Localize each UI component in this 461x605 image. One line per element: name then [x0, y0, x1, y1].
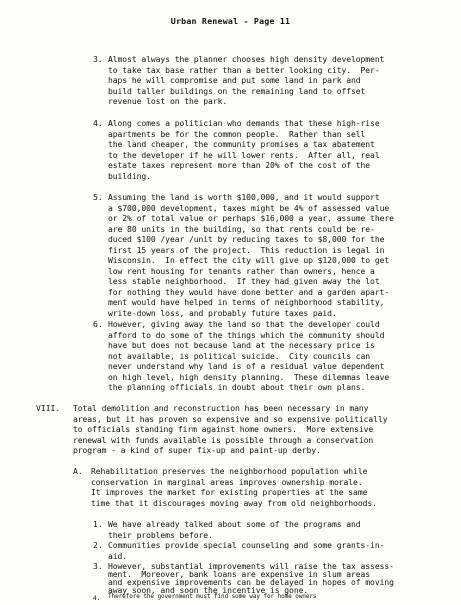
- text-line: building.: [108, 171, 151, 181]
- text-line: the planning officials in doubt about their own plans.: [108, 383, 366, 392]
- text-line: and expensive improvements can be delayed in hopes of moving: [108, 578, 394, 587]
- text-line: Therefore the government must find some way for home owners: [108, 593, 317, 600]
- subitem-number: 4.: [93, 595, 101, 602]
- subsection-label: A.: [73, 467, 83, 476]
- text-line: However, substantial improvements will raise the tax assess-: [108, 562, 394, 571]
- item-number: 6.: [93, 320, 103, 329]
- text-line: aid.: [108, 551, 128, 561]
- text-line: are 80 units in the building, so that rents could be re-: [108, 224, 375, 234]
- text-line: on high level, high density planning. These dilemmas leave: [108, 372, 390, 382]
- text-line: We have already talked about some of the programs and: [108, 520, 361, 529]
- text-line: to take tax base rather than a better looking city. Per-: [108, 65, 380, 75]
- item-number: 3.: [93, 55, 103, 64]
- text-line: a $700,000 development, taxes might be 4% of assessed value: [108, 203, 390, 213]
- text-line: have but does not because land at the necessary price is: [108, 341, 375, 350]
- page-header: Urban Renewal - Page 11: [170, 16, 291, 26]
- text-line: first 15 years of the project. This reduction is legal in: [108, 245, 385, 255]
- text-line: Assuming the land is worth $100,000, and it would support: [108, 193, 380, 202]
- text-line: for nothing they would have done better and a garden apart-: [108, 287, 390, 297]
- text-line: to the developer if he will lower rents. After all, real: [108, 150, 380, 160]
- text-line: their problems before.: [108, 530, 213, 540]
- subitem-number: 1.: [93, 520, 103, 529]
- text-line: conservation in marginal areas improves ownership morale.: [91, 477, 363, 487]
- text-line: never understand why land is of a residual value dependent: [108, 362, 385, 371]
- item-number: 4.: [93, 119, 103, 128]
- text-line: renewal with funds available is possible through a conservation: [73, 435, 374, 445]
- text-line: write-down loss, and probably future taxes paid.: [108, 308, 337, 318]
- text-line: Rehabilitation preserves the neighborhood population while: [91, 467, 368, 476]
- item-number: 5.: [93, 193, 103, 202]
- text-line: Communities provide special counseling and some grants-in-: [108, 541, 385, 550]
- text-line: program - a kind of super fix-up and paint-up derby.: [73, 446, 321, 455]
- text-line: low rent housing for tenants rather than owners, hence a: [108, 266, 375, 276]
- subitem-number: 2.: [93, 541, 103, 550]
- text-line: the land cheaper, the community promises a tax abatement: [108, 140, 375, 149]
- text-line: to officials standing firm against home owners. More extensive: [73, 425, 374, 434]
- text-line: revenue lost on the park.: [108, 97, 228, 106]
- text-line: areas, but it has proven so expensive and so expensive politically: [73, 414, 388, 424]
- text-line: away soon, and soon the incentive is gone.: [108, 586, 309, 595]
- text-line: not available, is political suicide. City councils can: [108, 351, 371, 361]
- text-line: ment. Moreover, bank loans are expensive in slum areas: [108, 570, 371, 579]
- text-line: Total demolition and reconstruction has been necessary in many: [73, 404, 369, 413]
- text-line: ment would have helped in terms of neighborhood stability,: [108, 298, 385, 307]
- text-line: Along comes a politician who demands that these high-rise: [108, 119, 380, 128]
- text-line: Almost always the planner chooses high density development: [108, 55, 385, 64]
- text-line: apartments be for the common people. Rather than sell: [108, 129, 366, 139]
- text-line: Wisconsin. In effect the city will give up $120,000 to get: [108, 256, 390, 265]
- text-line: or 2% of total value or perhaps $16,000 a year, assume there: [108, 214, 394, 223]
- text-line: afford to do some of the things which the community should: [108, 330, 385, 340]
- text-line: estate taxes represent more than 20% of the cost of the: [108, 161, 371, 170]
- text-line: However, giving away the land so that the developer could: [108, 320, 380, 329]
- subitem-number: 3.: [93, 562, 103, 571]
- text-line: less stable neighborhood. If they had given away the lot: [108, 277, 380, 286]
- text-line: time that it discourages moving away from old neighborhoods.: [91, 498, 377, 508]
- text-line: It improves the market for existing properties at the same: [91, 488, 368, 497]
- text-line: build taller buildings on the remaining land to offset: [108, 86, 366, 96]
- text-line: duced $100 /year /unit by reducing taxes to $8,000 for the: [108, 235, 385, 244]
- section-number: VIII.: [36, 404, 61, 413]
- text-line: haps he will compromise and put some land in park and: [108, 76, 361, 85]
